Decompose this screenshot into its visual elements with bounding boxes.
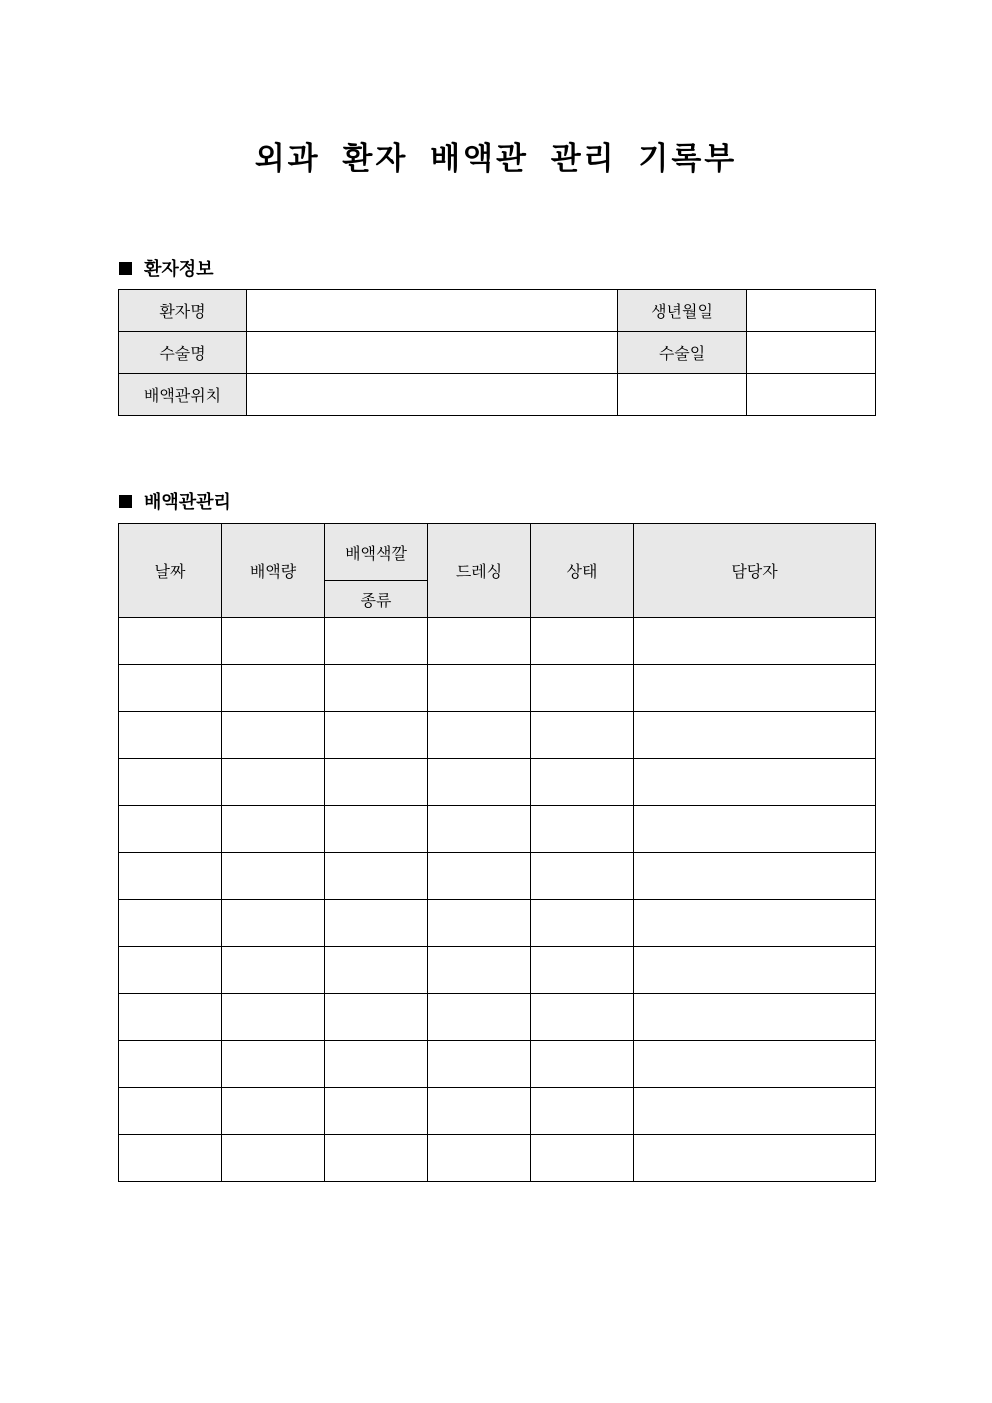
status-cell[interactable]	[531, 853, 634, 900]
date-cell[interactable]	[119, 900, 222, 947]
dressing-cell[interactable]	[428, 947, 531, 994]
staff-cell[interactable]	[634, 900, 876, 947]
date-cell[interactable]	[119, 1135, 222, 1182]
staff-cell[interactable]	[634, 947, 876, 994]
dressing-cell[interactable]	[428, 994, 531, 1041]
dressing-cell[interactable]	[428, 1135, 531, 1182]
table-row	[119, 1135, 876, 1182]
section-heading-label: 환자정보	[144, 259, 214, 280]
status-cell[interactable]	[531, 1041, 634, 1088]
drain-management-table	[118, 523, 876, 1182]
staff-cell[interactable]	[634, 759, 876, 806]
amount-cell[interactable]	[222, 994, 325, 1041]
color-type-cell[interactable]	[325, 1135, 428, 1182]
amount-cell[interactable]	[222, 712, 325, 759]
amount-cell[interactable]	[222, 1041, 325, 1088]
amount-cell[interactable]	[222, 1135, 325, 1182]
table-row	[119, 1041, 876, 1088]
table-row	[119, 994, 876, 1041]
table-row	[119, 900, 876, 947]
header-dressing: 드레싱	[428, 524, 531, 618]
surgery-name-field[interactable]	[247, 332, 618, 374]
table-row	[119, 332, 876, 374]
patient-name-label: 환자명	[119, 290, 247, 332]
table-header-row	[119, 524, 876, 581]
staff-cell[interactable]	[634, 1088, 876, 1135]
date-cell[interactable]	[119, 759, 222, 806]
dressing-cell[interactable]	[428, 1041, 531, 1088]
color-type-cell[interactable]	[325, 853, 428, 900]
header-date: 날짜	[119, 524, 222, 618]
status-cell[interactable]	[531, 994, 634, 1041]
table-row	[119, 712, 876, 759]
blank-cell[interactable]	[618, 374, 747, 416]
table-row	[119, 374, 876, 416]
birthdate-field[interactable]	[747, 290, 876, 332]
table-row	[119, 665, 876, 712]
header-type: 종류	[325, 581, 428, 618]
color-type-cell[interactable]	[325, 900, 428, 947]
section-heading-label: 배액관관리	[144, 492, 231, 513]
staff-cell[interactable]	[634, 853, 876, 900]
page-title: 외과 환자 배액관 관리 기록부	[254, 141, 738, 177]
amount-cell[interactable]	[222, 853, 325, 900]
color-type-cell[interactable]	[325, 994, 428, 1041]
staff-cell[interactable]	[634, 1135, 876, 1182]
dressing-cell[interactable]	[428, 900, 531, 947]
date-cell[interactable]	[119, 1041, 222, 1088]
table-row	[119, 947, 876, 994]
table-row	[119, 853, 876, 900]
status-cell[interactable]	[531, 806, 634, 853]
square-bullet-icon	[119, 495, 132, 508]
date-cell[interactable]	[119, 853, 222, 900]
status-cell[interactable]	[531, 759, 634, 806]
surgery-date-label: 수술일	[618, 332, 747, 374]
table-row	[119, 618, 876, 665]
amount-cell[interactable]	[222, 947, 325, 994]
date-cell[interactable]	[119, 806, 222, 853]
patient-name-field[interactable]	[247, 290, 618, 332]
drain-location-label: 배액관위치	[119, 374, 247, 416]
date-cell[interactable]	[119, 1088, 222, 1135]
status-cell[interactable]	[531, 1088, 634, 1135]
color-type-cell[interactable]	[325, 665, 428, 712]
header-color: 배액색깔	[325, 524, 428, 581]
status-cell[interactable]	[531, 900, 634, 947]
blank-cell[interactable]	[747, 374, 876, 416]
color-type-cell[interactable]	[325, 1088, 428, 1135]
staff-cell[interactable]	[634, 712, 876, 759]
header-status: 상태	[531, 524, 634, 618]
patient-info-table	[118, 289, 876, 416]
dressing-cell[interactable]	[428, 853, 531, 900]
color-type-cell[interactable]	[325, 1041, 428, 1088]
dressing-cell[interactable]	[428, 618, 531, 665]
color-type-cell[interactable]	[325, 618, 428, 665]
dressing-cell[interactable]	[428, 1088, 531, 1135]
date-cell[interactable]	[119, 665, 222, 712]
date-cell[interactable]	[119, 712, 222, 759]
status-cell[interactable]	[531, 712, 634, 759]
surgery-name-label: 수술명	[119, 332, 247, 374]
staff-cell[interactable]	[634, 665, 876, 712]
dressing-cell[interactable]	[428, 665, 531, 712]
section-heading-patient-info	[119, 255, 214, 281]
amount-cell[interactable]	[222, 665, 325, 712]
table-row	[119, 290, 876, 332]
status-cell[interactable]	[531, 947, 634, 994]
table-row	[119, 806, 876, 853]
date-cell[interactable]	[119, 618, 222, 665]
amount-cell[interactable]	[222, 900, 325, 947]
staff-cell[interactable]	[634, 618, 876, 665]
color-type-cell[interactable]	[325, 947, 428, 994]
section-heading-drain-management	[119, 488, 231, 514]
table-row	[119, 759, 876, 806]
staff-cell[interactable]	[634, 994, 876, 1041]
header-amount: 배액량	[222, 524, 325, 618]
status-cell[interactable]	[531, 665, 634, 712]
surgery-date-field[interactable]	[747, 332, 876, 374]
color-type-cell[interactable]	[325, 806, 428, 853]
amount-cell[interactable]	[222, 618, 325, 665]
date-cell[interactable]	[119, 994, 222, 1041]
color-type-cell[interactable]	[325, 712, 428, 759]
header-staff: 담당자	[634, 524, 876, 618]
dressing-cell[interactable]	[428, 712, 531, 759]
color-type-cell[interactable]	[325, 759, 428, 806]
amount-cell[interactable]	[222, 759, 325, 806]
dressing-cell[interactable]	[428, 759, 531, 806]
date-cell[interactable]	[119, 947, 222, 994]
amount-cell[interactable]	[222, 1088, 325, 1135]
amount-cell[interactable]	[222, 806, 325, 853]
table-row	[119, 1088, 876, 1135]
dressing-cell[interactable]	[428, 806, 531, 853]
staff-cell[interactable]	[634, 806, 876, 853]
staff-cell[interactable]	[634, 1041, 876, 1088]
status-cell[interactable]	[531, 1135, 634, 1182]
drain-location-field[interactable]	[247, 374, 618, 416]
square-bullet-icon	[119, 262, 132, 275]
status-cell[interactable]	[531, 618, 634, 665]
birthdate-label: 생년월일	[618, 290, 747, 332]
